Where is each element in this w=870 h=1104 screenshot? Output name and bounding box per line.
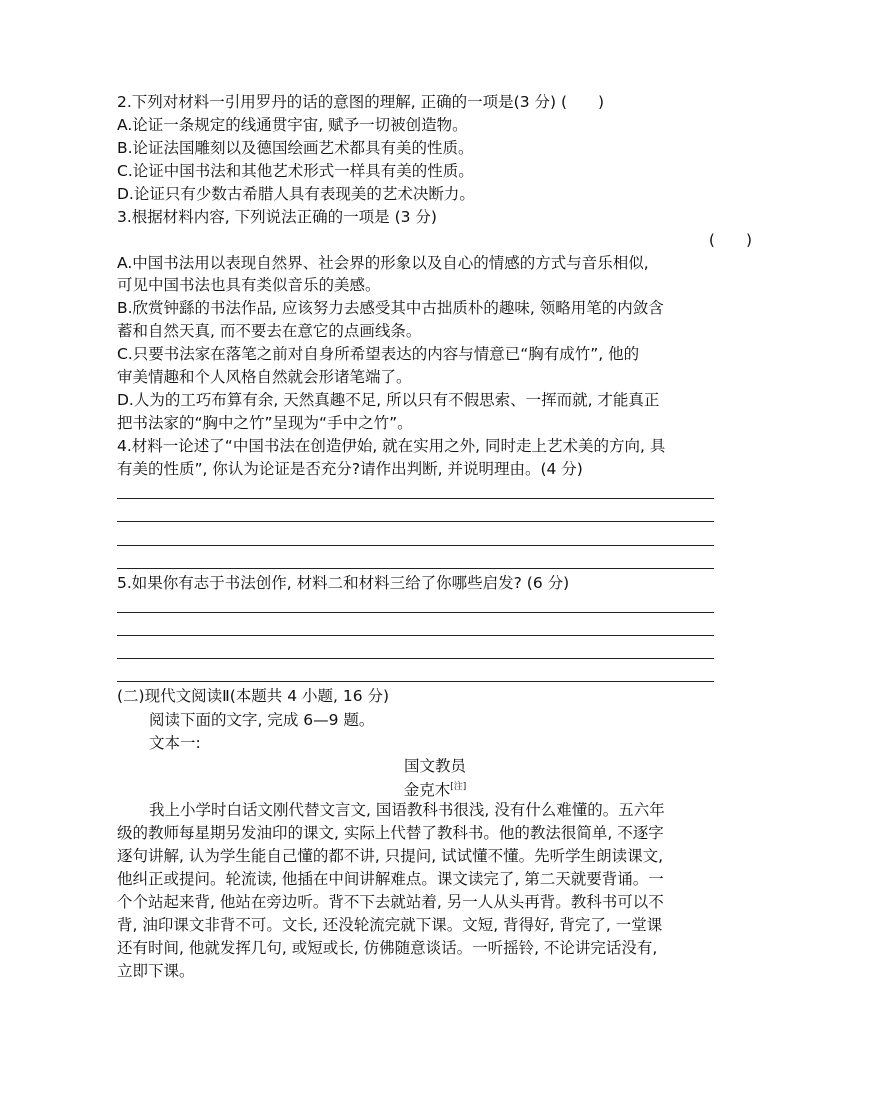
text-label: 文本一: <box>149 734 201 752</box>
q3-option-line: B.欣赏钟繇的书法作品, 应该努力去感受其中古拙质朴的趣味, 领略用笔的内敛含 <box>117 299 664 317</box>
q3-option-line: C.只要书法家在落笔之前对自身所希望表达的内容与情意已“胸有成竹”, 他的 <box>117 345 640 363</box>
q5-answer-line[interactable] <box>117 658 714 659</box>
q4-answer-line[interactable] <box>117 545 714 546</box>
q2-option-c: C.论证中国书法和其他艺术形式一样具有美的性质。 <box>117 162 474 180</box>
section-instruction: 阅读下面的文字, 完成 6—9 题。 <box>149 711 375 729</box>
q4-answer-line[interactable] <box>117 521 714 522</box>
section-heading: (二)现代文阅读Ⅱ(本题共 4 小题, 16 分) <box>117 687 390 705</box>
q4-answer-line[interactable] <box>117 498 714 499</box>
q4-stem-line: 有美的性质”, 你认为论证是否充分?请作出判断, 并说明理由。(4 分) <box>117 460 583 478</box>
paragraph-line: 级的教师每星期另发油印的课文, 实际上代替了教科书。他的教法很简单, 不逐字 <box>117 824 664 842</box>
q3-answer-paren: ( ) <box>708 231 752 249</box>
q3-option-line: 蓄和自然天真, 而不要去在意它的点画线条。 <box>117 322 422 340</box>
article-title: 国文教员 <box>403 757 466 775</box>
q5-answer-line[interactable] <box>117 635 714 636</box>
paragraph-line: 背, 油印课文非背不可。文长, 还没轮流完就下课。文短, 背得好, 背完了, 一堂课 <box>117 916 663 934</box>
paragraph-line: 个个站起来背, 他站在旁边听。背不下去就站着, 另一人从头再背。教科书可以不 <box>117 893 664 911</box>
q3-option-line: A.中国书法用以表现自然界、社会界的形象以及自心的情感的方式与音乐相似, <box>117 254 649 272</box>
q5-stem: 5.如果你有志于书法创作, 材料二和材料三给了你哪些启发? (6 分) <box>117 574 570 592</box>
paragraph-line: 他纠正或提问。轮流读, 他插在中间讲解难点。课文读完了, 第二天就要背诵。一 <box>117 870 664 888</box>
q4-stem-line: 4.材料一论述了“中国书法在创造伊始, 就在实用之外, 同时走上艺术美的方向, 具 <box>117 437 666 455</box>
paragraph-line: 我上小学时白话文刚代替文言文, 国语教科书很浅, 没有什么难懂的。五六年 <box>149 801 665 819</box>
author-name: 金克木 <box>403 781 451 799</box>
q3-stem: 3.根据材料内容, 下列说法正确的一项是 (3 分) <box>117 208 437 226</box>
paragraph-line: 立即下课。 <box>117 962 195 980</box>
article-author <box>0 776 870 801</box>
q2-option-b: B.论证法国雕刻以及德国绘画艺术都具有美的性质。 <box>117 139 474 157</box>
q3-option-line: D.人为的工巧布算有余, 天然真趣不足, 所以只有不假思索、一挥而就, 才能真正 <box>117 391 660 409</box>
q3-option-line: 审美情趣和个人风格自然就会形诸笔端了。 <box>117 368 412 386</box>
q3-option-line: 把书法家的“胸中之竹”呈现为“手中之竹”。 <box>117 414 413 432</box>
q4-answer-line[interactable] <box>117 568 714 569</box>
q2-option-d: D.论证只有少数古希腊人具有表现美的艺术决断力。 <box>117 185 475 203</box>
author-note-marker: [注] <box>450 782 467 792</box>
q3-option-line: 可见中国书法也具有类似音乐的美感。 <box>117 276 381 294</box>
paragraph-line: 还有时间, 他就发挥几句, 或短或长, 仿佛随意谈话。一听摇铃, 不论讲完话没有, <box>117 939 658 957</box>
q2-option-a: A.论证一条规定的线通贯宇宙, 赋予一切被创造物。 <box>117 116 468 134</box>
q5-answer-line[interactable] <box>117 612 714 613</box>
q2-stem: 2.下列对材料一引用罗丹的话的意图的理解, 正确的一项是(3 分) ( ) <box>117 93 605 111</box>
q5-answer-line[interactable] <box>117 681 714 682</box>
paragraph-line: 逐句讲解, 认为学生能自己懂的都不讲, 只提问, 试试懂不懂。先听学生朗读课文, <box>117 847 663 865</box>
